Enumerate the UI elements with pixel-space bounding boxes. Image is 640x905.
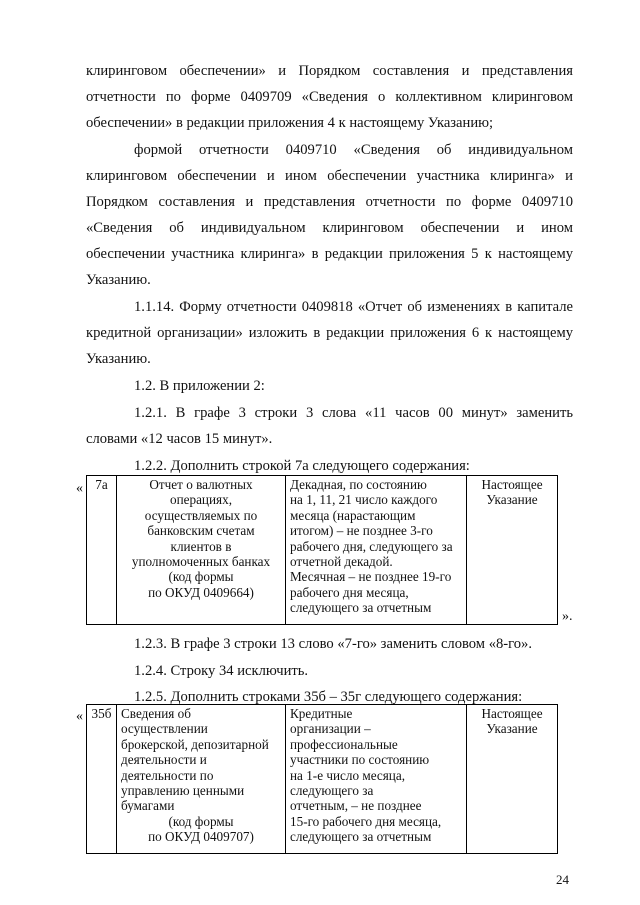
text-line: 1.2.3. В графе 3 строки 13 слово «7-го» заменить словом «8-го». — [134, 636, 533, 652]
close-quote: ». — [562, 609, 573, 624]
row-number: 35б — [87, 705, 117, 854]
act-cell: Настоящее Указание — [467, 705, 558, 854]
act-cell: Настоящее Указание — [467, 476, 558, 625]
table-row-7a — [86, 475, 558, 625]
terms-cell: Кредитные организации – профессиональные участники по состоянию на 1-е число месяца, следующего за отчетным, – не позднее 15-го рабочего дня месяца, следующего за отчетным — [286, 705, 467, 854]
open-quote: « — [76, 709, 83, 724]
terms-cell: Декадная, по состоянию на 1, 11, 21 число каждого месяца (нарастающим итогом) – не позднее 3-го рабочего дня, следующего за отчетной декадой. Месячная – не позднее 19-го рабочего дня месяца, следующего за отчетным — [286, 476, 467, 625]
table-row-35b — [86, 704, 558, 854]
text-line: 1.2.5. Дополнить строками 35б – 35г следующего содержания: — [134, 689, 523, 705]
form-name-cell: Отчет о валютных операциях, осуществляемых по банковским счетам клиентов в уполномоченных банках (код формы по ОКУД 0409664) — [117, 476, 286, 625]
text-line: формой отчетности 0409710 «Сведения об индивидуальном — [134, 142, 573, 158]
text-line: обеспечении участника клиринга» в редакции приложения 5 к настоящему — [86, 246, 573, 262]
text-line: словами «12 часов 15 минут». — [86, 431, 273, 447]
page-number: 24 — [556, 872, 569, 887]
text-line: «Сведения об индивидуальном клиринговом обеспечении и ином — [86, 220, 573, 236]
text-line: клиринговом обеспечении и ином обеспечении участника клиринга» и — [86, 168, 573, 184]
text-line: клиринговом обеспечении» и Порядком составления и представления — [86, 63, 573, 79]
text-line: отчетности по форме 0409709 «Сведения о коллективном клиринговом — [86, 89, 573, 105]
text-line: Порядком составления и представления отчетности по форме 0409710 — [86, 194, 573, 210]
text-line: кредитной организации» изложить в редакции приложения 6 к настоящему — [86, 325, 573, 341]
text-line: 1.1.14. Форму отчетности 0409818 «Отчет об изменениях в капитале — [134, 299, 573, 315]
text-line: 1.2.4. Строку 34 исключить. — [134, 663, 309, 679]
text-line: обеспечении» в редакции приложения 4 к настоящему Указанию; — [86, 115, 494, 131]
text-line: Указанию. — [86, 272, 151, 288]
row-number: 7а — [87, 476, 117, 625]
text-line: 1.2.1. В графе 3 строки 3 слова «11 часов 00 минут» заменить — [134, 405, 573, 421]
open-quote: « — [76, 481, 83, 496]
form-name-cell: Сведения об осуществлении брокерской, депозитарной деятельности и деятельности по управлению ценными бумагами (код формы по ОКУД 0409707) — [117, 705, 286, 854]
text-line: Указанию. — [86, 351, 151, 367]
text-line: 1.2.2. Дополнить строкой 7а следующего содержания: — [134, 458, 470, 474]
text-line: 1.2. В приложении 2: — [134, 378, 265, 394]
